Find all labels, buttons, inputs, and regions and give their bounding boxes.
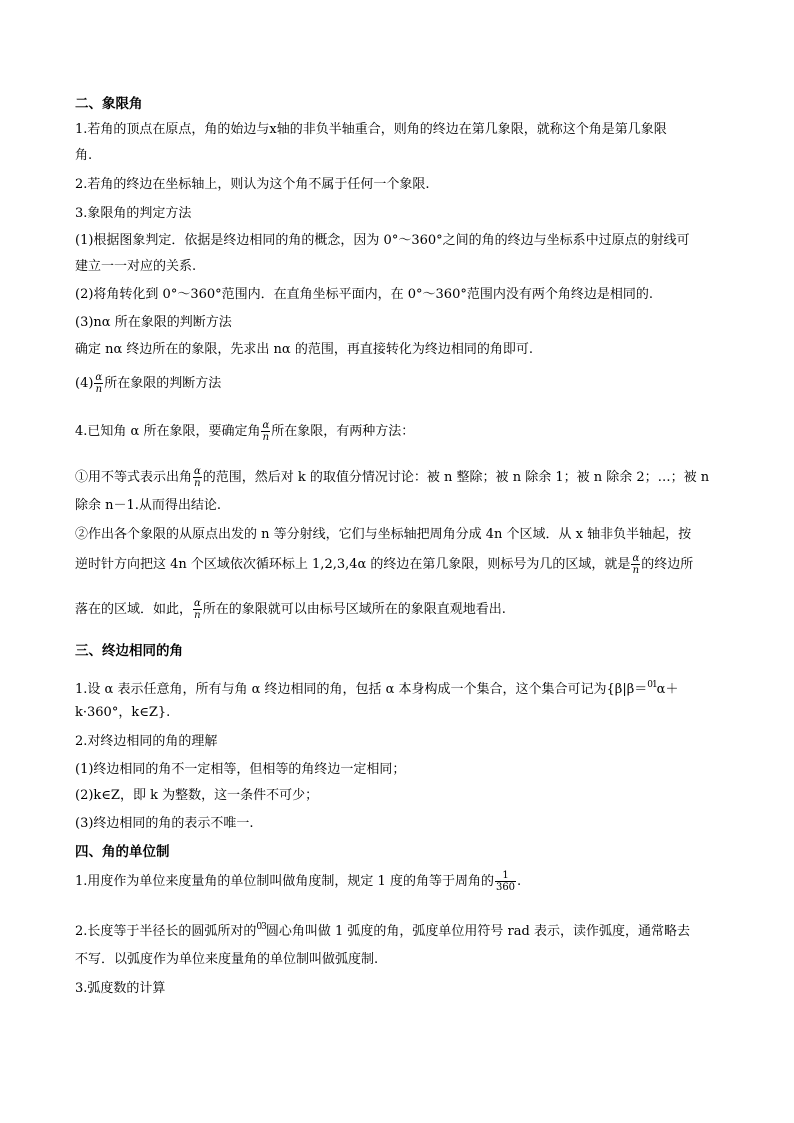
blank-marker-03: 03	[256, 922, 266, 932]
fraction-denominator: n	[194, 478, 201, 489]
method-2-line-3	[75, 598, 725, 621]
section-heading-angle-units: 四、角的单位制	[75, 844, 170, 860]
paragraph-4	[75, 420, 725, 443]
fraction-numerator: 1	[495, 870, 516, 882]
method-2-line-3-suffix: 所在的象限就可以由标号区域所在的象限直观地看出.	[202, 602, 506, 617]
fraction-denominator: 360	[495, 882, 516, 893]
sec3-paragraph-1-prefix: 1.设 α 表示任意角，所有与角 α 终边相同的角，包括 α 本身构成一个集合，这个集合可记为{β|β＝	[75, 682, 648, 697]
paragraph-3-1-line-2: 建立一一对应的关系.	[75, 259, 197, 274]
sec3-paragraph-1-line-1	[75, 676, 725, 699]
fraction-denominator: n	[632, 565, 640, 576]
sec3-paragraph-2-2: (2)k∈Z，即 k 为整数，这一条件不可少；	[75, 788, 319, 803]
fraction-alpha-over-n	[193, 466, 202, 489]
sec4-paragraph-2-line-1	[75, 918, 725, 941]
sec3-paragraph-2-3: (3)终边相同的角的表示不唯一.	[75, 816, 254, 831]
method-1-prefix: ①用不等式表示出角	[75, 470, 193, 485]
fraction-denominator: n	[194, 610, 201, 621]
sec3-paragraph-1-suffix: α＋	[656, 682, 679, 697]
method-2-line-2	[75, 553, 725, 576]
fraction-denominator: n	[262, 432, 270, 443]
fraction-alpha-over-n	[193, 598, 202, 621]
fraction-numerator: α	[194, 466, 201, 477]
fraction-alpha-over-n	[631, 553, 640, 576]
method-2-line-1: ②作出各个象限的从原点出发的 n 等分射线，它们与坐标轴把周角分成 4n 个区域．从 x 轴非负半轴起，按	[75, 527, 692, 542]
method-2-line-2-prefix: 逆时针方向把这 4n 个区域依次循环标上 1,2,3,4α 的终边在第几象限，则标号为几的区域，就是	[75, 557, 631, 572]
section-heading-quadrant-angle: 二、象限角	[75, 96, 143, 112]
fraction-numerator: α	[632, 553, 640, 564]
paragraph-3-2: (2)将角转化到 0°～360°范围内．在直角坐标平面内，在 0°～360°范围内没有两个角终边是相同的.	[75, 287, 653, 302]
sec3-paragraph-2-1: (1)终边相同的角不一定相等，但相等的角终边一定相同；	[75, 762, 406, 777]
sec4-paragraph-3: 3.弧度数的计算	[75, 981, 166, 996]
paragraph-3-3-body: 确定 nα 终边所在的象限，先求出 nα 的范围，再直接转化为终边相同的角即可.	[75, 342, 533, 357]
paragraph-3-4-suffix: 所在象限的判断方法	[104, 376, 222, 391]
fraction-alpha-over-n	[261, 420, 270, 443]
paragraph-3-4	[75, 372, 725, 395]
fraction-one-over-360	[495, 870, 516, 893]
sec3-paragraph-1-line-2: k·360°，k∈Z}.	[75, 705, 171, 720]
fraction-numerator: α	[262, 420, 270, 431]
sec4-paragraph-1-suffix: .	[517, 874, 522, 889]
section-heading-coterminal-angles: 三、终边相同的角	[75, 643, 183, 659]
paragraph-3-1-line-1: (1)根据图象判定．依据是终边相同的角的概念，因为 0°～360°之间的角的终边与坐标系中过原点的射线可	[75, 233, 690, 248]
sec4-paragraph-2-line-2: 不写．以弧度作为单位来度量角的单位制叫做弧度制.	[75, 952, 379, 967]
fraction-denominator: n	[95, 384, 103, 395]
fraction-alpha-over-n	[94, 372, 103, 395]
paragraph-4-prefix: 4.已知角 α 所在象限，要确定角	[75, 424, 261, 439]
method-2-line-3-prefix: 落在的区域．如此，	[75, 602, 193, 617]
sec4-paragraph-2-suffix: 圆心角叫做 1 弧度的角，弧度单位用符号 rad 表示，读作弧度，通常略去	[265, 924, 690, 939]
blank-marker-01: 01	[647, 680, 657, 690]
paragraph-1-line-2: 角.	[75, 148, 93, 163]
sec4-paragraph-2-prefix: 2.长度等于半径长的圆弧所对的	[75, 924, 257, 939]
paragraph-3-title: 3.象限角的判定方法	[75, 206, 192, 221]
sec4-paragraph-1-prefix: 1.用度作为单位来度量角的单位制叫做角度制，规定 1 度的角等于周角的	[75, 874, 494, 889]
method-2-line-2-suffix: 的终边所	[641, 557, 694, 572]
paragraph-1-line-1: 1.若角的顶点在原点，角的始边与x轴的非负半轴重合，则角的终边在第几象限，就称这个角是第几象限	[75, 122, 667, 137]
fraction-numerator: α	[194, 598, 201, 609]
paragraph-3-3-title: (3)nα 所在象限的判断方法	[75, 315, 232, 330]
method-1-line-2: 除余 n－1.从而得出结论.	[75, 498, 222, 513]
method-1-line-1	[75, 466, 725, 489]
sec3-paragraph-2-title: 2.对终边相同的角的理解	[75, 734, 218, 749]
paragraph-2: 2.若角的终边在坐标轴上，则认为这个角不属于任何一个象限.	[75, 177, 430, 192]
paragraph-4-suffix: 所在象限，有两种方法：	[271, 424, 415, 439]
paragraph-3-4-prefix: (4)	[75, 376, 94, 391]
fraction-numerator: α	[95, 372, 103, 383]
method-1-suffix: 的范围，然后对 k 的取值分情况讨论：被 n 整除；被 n 除余 1；被 n 除余 2；…；被 n	[202, 470, 710, 485]
sec4-paragraph-1	[75, 870, 725, 893]
